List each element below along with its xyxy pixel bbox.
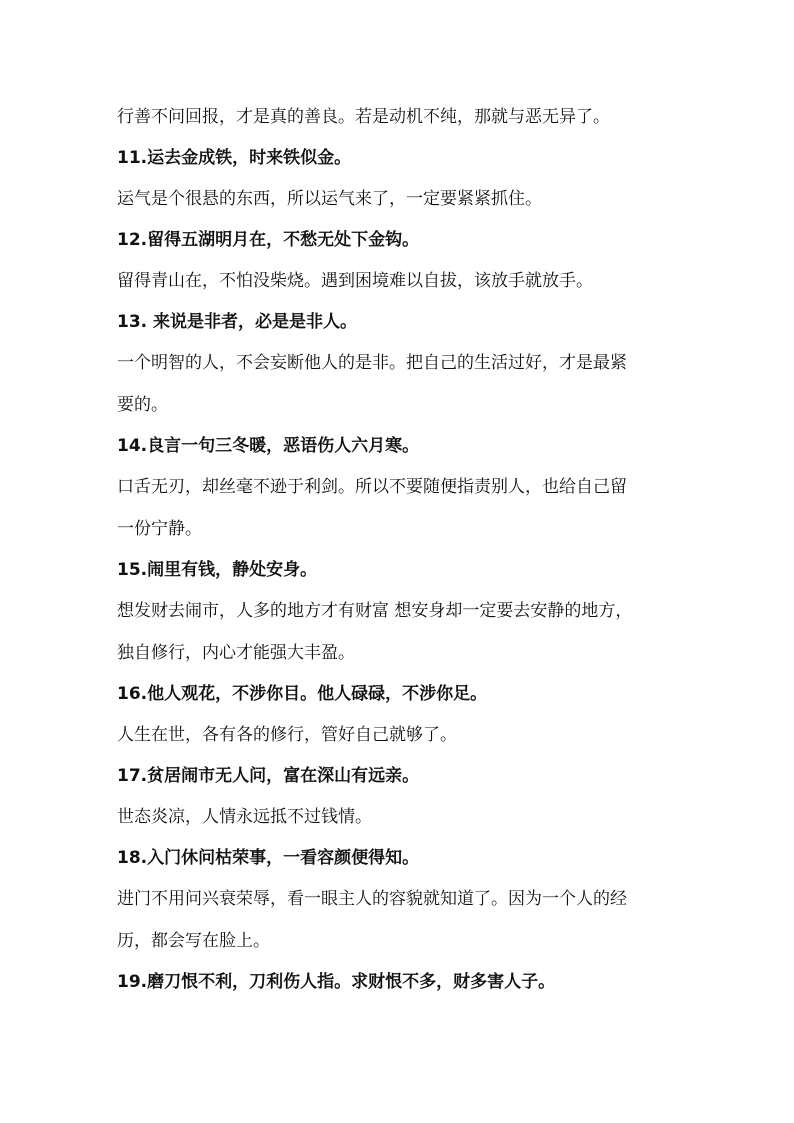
explanation-line: 要的。 [117,395,168,415]
proverb-explanation-11 [117,185,677,213]
proverb-heading-16: 16.他人观花，不涉你目。他人碌碌，不涉你足。 [117,684,488,704]
explanation-line: 一份宁静。 [117,519,202,539]
explanation-line: 独自修行，内心才能强大丰盈。 [117,643,355,663]
explanation-line: 历，都会写在脸上。 [117,931,270,951]
proverb-heading-19: 19.磨刀恨不利，刀利伤人指。求财恨不多，财多害人子。 [117,972,556,992]
proverb-heading-11: 11.运去金成铁，时来铁似金。 [117,148,352,168]
proverb-heading-14: 14.良言一句三冬暖，恶语伤人六月寒。 [117,436,420,456]
explanation-line: 世态炎凉，人情永远抵不过钱情。 [117,807,372,827]
explanation-line: 进门不用问兴衰荣辱，看一眼主人的容貌就知道了。因为一个人的经 [117,889,627,909]
proverb-explanation-18 [117,885,677,955]
explanation-line: 一个明智的人，不会妄断他人的是非。把自己的生活过好，才是最紧 [117,353,627,373]
proverb-heading-12: 12.留得五湖明月在，不愁无处下金钩。 [117,230,420,250]
proverb-explanation-15 [117,597,677,667]
explanation-line: 运气是个很悬的东西，所以运气来了，一定要紧紧抓住。 [117,189,542,209]
proverb-heading-13: 13. 来说是非者，必是是非人。 [117,312,358,332]
proverb-heading-15: 15.闹里有钱，静处安身。 [117,560,318,580]
explanation-line: 人生在世，各有各的修行，管好自己就够了。 [117,725,457,745]
proverb-explanation-12 [117,267,677,295]
proverb-heading-17: 17.贫居闹市无人问，富在深山有远亲。 [117,766,420,786]
explanation-line: 留得青山在，不怕没柴烧。遇到困境难以自拔，该放手就放手。 [117,271,593,291]
explanation-line: 口舌无刃，却丝毫不逊于利剑。所以不要随便指责别人，也给自己留 [117,477,627,497]
proverb-explanation-17 [117,803,677,831]
intro-paragraph: 行善不问回报，才是真的善良。若是动机不纯，那就与恶无异了。 [117,107,610,127]
proverb-explanation-13 [117,349,677,419]
proverb-explanation-14 [117,473,677,543]
proverb-heading-18: 18.入门休问枯荣事，一看容颜便得知。 [117,848,420,868]
proverb-explanation-16 [117,721,677,749]
document-body [117,103,677,996]
explanation-line: 想发财去闹市，人多的地方才有财富 想安身却一定要去安静的地方， [117,601,633,621]
